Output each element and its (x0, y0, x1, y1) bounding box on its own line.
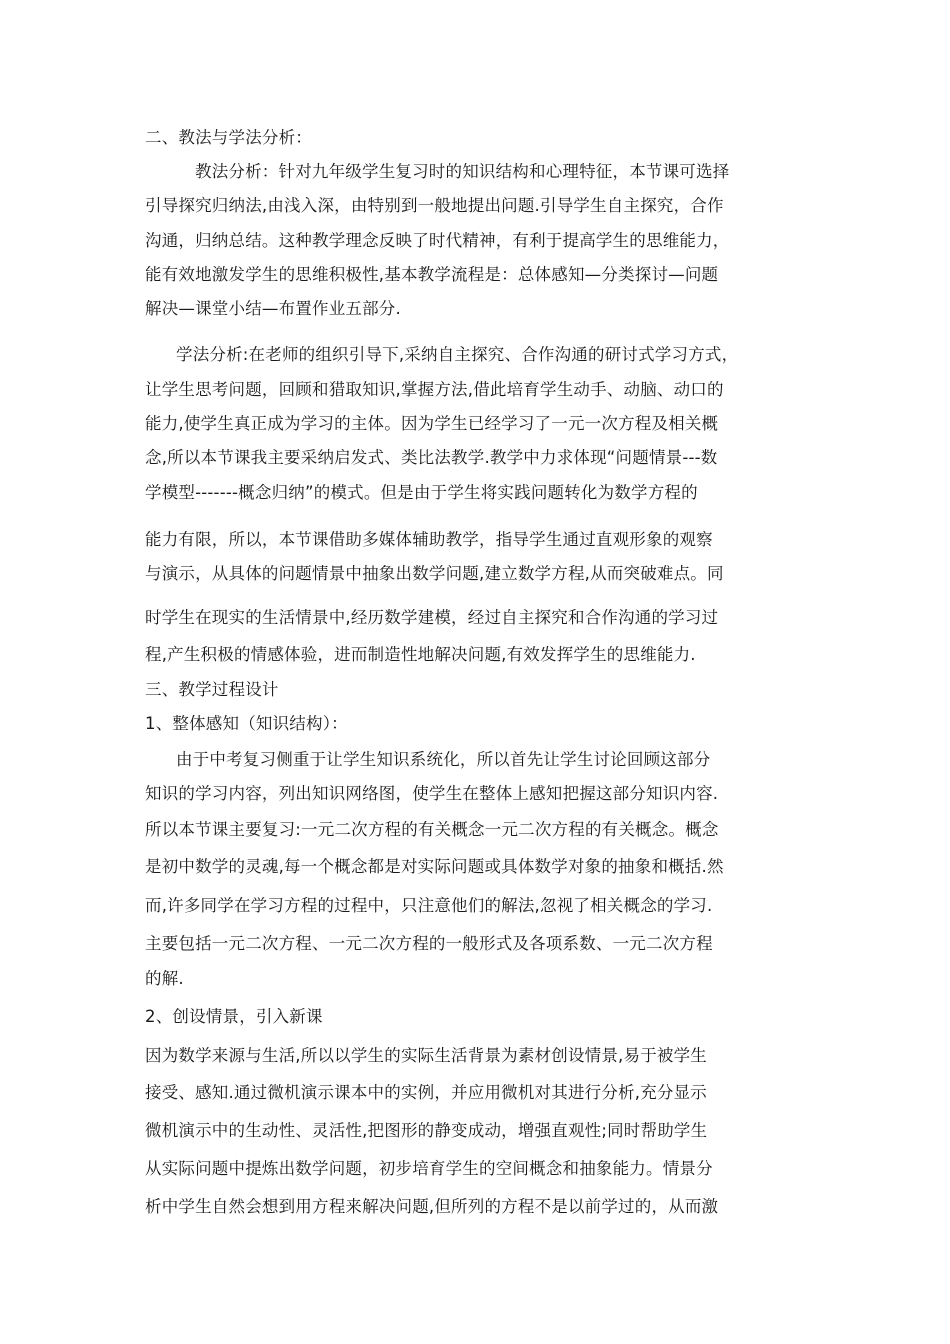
paragraph-line: 能力有限，所以，本节课借助多媒体辅助教学，指导学生通过直观形象的观察 (145, 530, 713, 549)
paragraph-line: 而,许多同学在学习方程的过程中，只注意他们的解法,忽视了相关概念的学习. (145, 896, 713, 915)
paragraph-line: 学法分析:在老师的组织引导下,采纳自主探究、合作沟通的研讨式学习方式， (176, 345, 739, 364)
section-heading-methods: 二、教法与学法分析： (145, 128, 312, 147)
subsection-heading-scenario: 2、创设情景，引入新课 (145, 1007, 323, 1026)
subsection-heading-overview: 1、整体感知（知识结构）： (145, 714, 348, 733)
paragraph-line: 解决—课堂小结—布置作业五部分. (145, 299, 401, 318)
paragraph-line: 析中学生自然会想到用方程来解决问题,但所列的方程不是以前学过的，从而激 (145, 1197, 719, 1216)
paragraph-line: 沟通，归纳总结。这种教学理念反映了时代精神，有利于提高学生的思维能力， (145, 231, 730, 250)
paragraph-line: 程,产生积极的情感体验，进而制造性地解决问题,有效发挥学生的思维能力. (145, 645, 696, 664)
paragraph-line: 接受、感知.通过微机演示课本中的实例，并应用微机对其进行分析,充分显示 (145, 1083, 707, 1102)
paragraph-line: 是初中数学的灵魂,每一个概念都是对实际问题或具体数学对象的抽象和概括.然 (145, 857, 724, 876)
paragraph-line: 引导探究归纳法,由浅入深，由特别到一般地提出问题.引导学生自主探究，合作 (145, 196, 724, 215)
paragraph-line: 时学生在现实的生活情景中,经历数学建模，经过自主探究和合作沟通的学习过 (145, 608, 719, 627)
paragraph-line: 的解. (145, 969, 184, 988)
paragraph-line: 与演示，从具体的问题情景中抽象出数学问题,建立数学方程,从而突破难点。同 (145, 564, 724, 583)
paragraph-line: 能有效地激发学生的思维积极性,基本教学流程是：总体感知—分类探讨—问题 (145, 265, 719, 284)
paragraph-line: 念,所以本节课我主要采纳启发式、类比法教学.教学中力求体现“问题情景---数 (145, 448, 718, 467)
paragraph-line: 学模型-------概念归纳”的模式。但是由于学生将实践问题转化为数学方程的 (145, 483, 698, 502)
paragraph-line: 让学生思考问题，回顾和猎取知识,掌握方法,借此培育学生动手、动脑、动口的 (145, 380, 724, 399)
paragraph-line: 从实际问题中提炼出数学问题，初步培育学生的空间概念和抽象能力。情景分 (145, 1159, 713, 1178)
section-heading-process: 三、教学过程设计 (145, 680, 279, 699)
paragraph-line: 知识的学习内容，列出知识网络图，使学生在整体上感知把握这部分知识内容. (145, 784, 719, 803)
paragraph-line: 微机演示中的生动性、灵活性,把图形的静变成动，增强直观性;同时帮助学生 (145, 1121, 708, 1140)
paragraph-line: 因为数学来源与生活,所以以学生的实际生活背景为素材创设情景,易于被学生 (145, 1046, 707, 1065)
paragraph-line: 主要包括一元二次方程、一元二次方程的一般形式及各项系数、一元二次方程 (145, 934, 713, 953)
paragraph-line: 所以本节课主要复习:一元二次方程的有关概念一元二次方程的有关概念。概念 (145, 820, 719, 839)
paragraph-line: 由于中考复习侧重于让学生知识系统化，所以首先让学生讨论回顾这部分 (176, 750, 711, 769)
paragraph-line: 教法分析：针对九年级学生复习时的知识结构和心理特征，本节课可选择 (195, 162, 730, 181)
paragraph-line: 能力,使学生真正成为学习的主体。因为学生已经学习了一元一次方程及相关概 (145, 414, 719, 433)
